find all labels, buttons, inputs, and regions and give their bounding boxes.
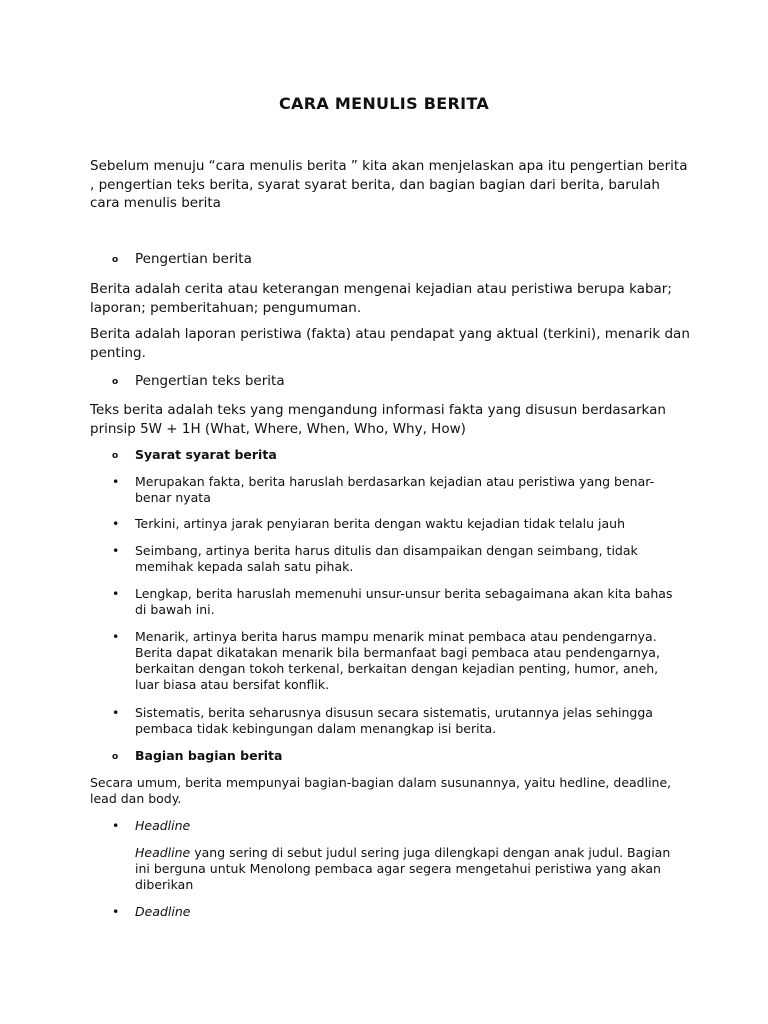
list-marker: o bbox=[112, 451, 119, 461]
section-heading-syarat-berita bbox=[112, 446, 277, 465]
list-item-text: Sistematis, berita seharusnya disusun secara sistematis, urutannya jelas sehingga pembaca tidak kebingungan dalam menangkap isi berita. bbox=[135, 705, 653, 736]
bullet-marker: • bbox=[112, 586, 120, 601]
bullet-marker: • bbox=[112, 904, 120, 919]
section-heading-text: Bagian bagian berita bbox=[135, 748, 283, 763]
section-heading-text: Syarat syarat berita bbox=[135, 447, 277, 462]
list-item-headline bbox=[112, 818, 682, 834]
list-item-text: Lengkap, berita haruslah memenuhi unsur-unsur berita sebagaimana akan kita bahas di bawah ini. bbox=[135, 586, 673, 617]
list-item-deadline bbox=[112, 904, 682, 920]
list-item bbox=[112, 586, 682, 618]
paragraph-definition-2: Berita adalah laporan peristiwa (fakta) atau pendapat yang aktual (terkini), menarik dan penting. bbox=[90, 326, 690, 361]
bullet-marker: • bbox=[112, 705, 120, 720]
bullet-marker: • bbox=[112, 543, 120, 558]
paragraph-text: Secara umum, berita mempunyai bagian-bagian dalam susunannya, yaitu hedline, deadline, lead dan body. bbox=[90, 775, 672, 806]
list-item bbox=[112, 705, 682, 737]
document-title: CARA MENULIS BERITA bbox=[278, 94, 490, 113]
section-heading-text: Pengertian teks berita bbox=[135, 373, 285, 389]
bullet-marker: • bbox=[112, 516, 120, 531]
bullet-marker: • bbox=[112, 629, 120, 644]
list-item-text: Menarik, artinya berita harus mampu menarik minat pembaca atau pendengarnya. Berita dapat dikatakan menarik bila bermanfaat bagi pembaca atau pendengarnya, berkaitan dengan tokoh terkenal, berkaitan dengan kejadian penting, humor, aneh, luar biasa atau bersifat konflik. bbox=[135, 629, 660, 692]
paragraph-definition-1: Berita adalah cerita atau keterangan mengenai kejadian atau peristiwa berupa kabar; laporan; pemberitahuan; pengumuman. bbox=[90, 281, 672, 316]
bullet-marker: • bbox=[112, 474, 120, 489]
description-text bbox=[112, 845, 682, 893]
paragraph-bagian-berita bbox=[90, 775, 690, 807]
bullet-marker: • bbox=[112, 818, 120, 833]
list-item-text: Terkini, artinya jarak penyiaran berita dengan waktu kejadian tidak telalu jauh bbox=[135, 516, 625, 531]
list-item bbox=[112, 629, 682, 693]
list-item-label: Headline bbox=[135, 818, 191, 833]
intro-paragraph: Sebelum menuju “cara menulis berita ” kita akan menjelaskan apa itu pengertian berita , pengertian teks berita, syarat syarat berita, dan bagian bagian dari berita, barulah cara menulis berita bbox=[90, 158, 688, 211]
section-heading-bagian-berita bbox=[112, 747, 282, 766]
list-item bbox=[112, 516, 682, 532]
section-heading-pengertian-berita bbox=[112, 250, 252, 269]
description-term: Headline bbox=[135, 845, 191, 860]
section-heading-pengertian-teks-berita bbox=[112, 372, 285, 391]
list-item bbox=[112, 543, 682, 575]
section-heading-text: Pengertian berita bbox=[135, 251, 252, 267]
list-item-text: Seimbang, artinya berita harus ditulis dan disampaikan dengan seimbang, tidak memihak kepada salah satu pihak. bbox=[135, 543, 638, 574]
headline-description bbox=[112, 845, 682, 893]
description-rest: yang sering di sebut judul sering juga dilengkapi dengan anak judul. Bagian ini berguna untuk Menolong pembaca agar segera mengetahui peristiwa yang akan diberikan bbox=[135, 845, 671, 892]
list-marker: o bbox=[112, 752, 119, 762]
list-item-label: Deadline bbox=[135, 904, 191, 919]
list-marker: o bbox=[112, 377, 119, 387]
list-marker: o bbox=[112, 255, 119, 265]
paragraph-teks-berita: Teks berita adalah teks yang mengandung informasi fakta yang disusun berdasarkan prinsip 5W + 1H (What, Where, When, Who, Why, How) bbox=[90, 402, 666, 437]
list-item-text: Merupakan fakta, berita haruslah berdasarkan kejadian atau peristiwa yang benar-benar nyata bbox=[135, 474, 655, 505]
list-item bbox=[112, 474, 682, 506]
